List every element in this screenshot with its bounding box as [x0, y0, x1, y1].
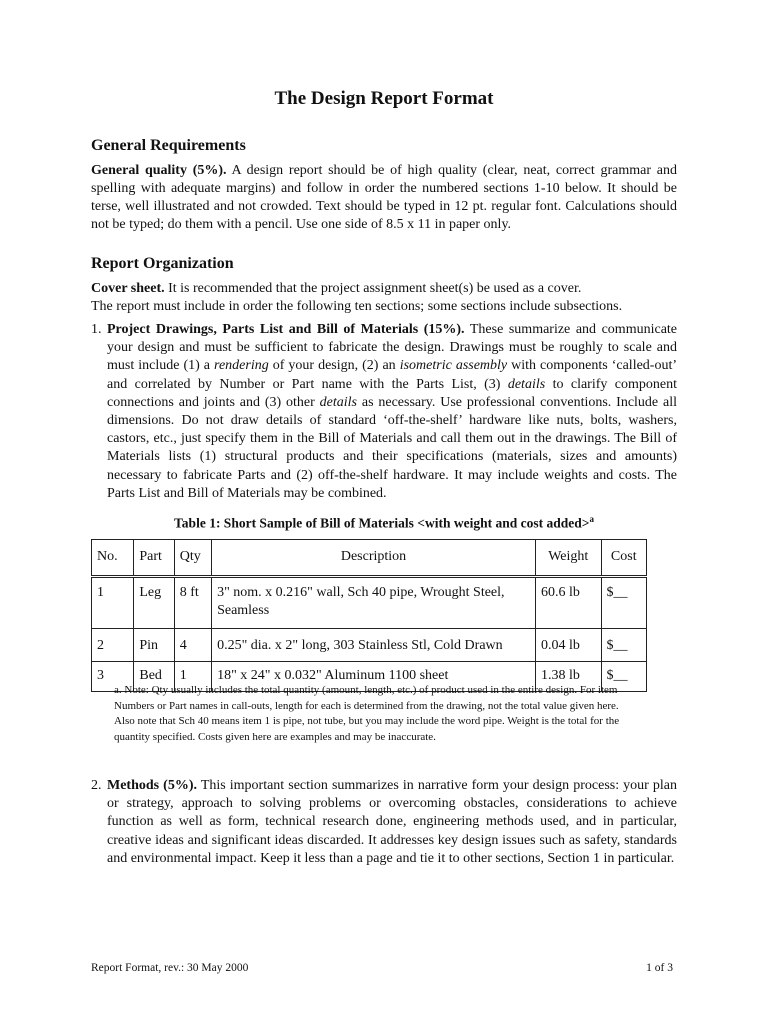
section-1-text: as necessary. Use professional conventions. Include all dimensions. Do not draw details of standard ‘off-the-shelf’ hardware like nuts, bolts, washers, castors, etc., just specify them in the Bill of Materials and call them out in the drawings. The Bill of Materials lists (1) structural products and their specifications (materials, sizes and amounts) necessary to fabricate Parts and (2) off-the-shelf hardware. It may include weights and costs. The Parts List and Bill of Materials may be combined.: [107, 394, 677, 501]
table-cell: 0.25" dia. x 2" long, 303 Stainless Stl, Cold Drawn: [212, 629, 536, 662]
bill-of-materials-table: [91, 539, 647, 692]
general-quality-text: A design report should be of high quality (clear, neat, correct grammar and spelling with adequate margins) and follow in order the numbered sections 1-10 below. It should be terse, well illustrated and not crowded. Text should be typed in 12 pt. regular font. Calculations should not be typed; do them with a pencil. Use one side of 8.5 x 11 in paper only.: [91, 163, 677, 232]
table-cell: 3: [92, 662, 134, 692]
general-quality-paragraph: [91, 162, 677, 234]
section-2-lead: Methods (5%).: [107, 778, 197, 793]
section-2-text: This important section summarizes in narrative form your design process: your plan or strategy, approach to solving problems or overcoming obstacles, considerations to achieve function as well as form, technical research done, engineering methods used, and in particular, creative ideas and significant ideas discarded. It addresses key design issues such as safety, standards and environmental impact. Keep it less than a page and tie it to other sections, Section 1 in particular.: [107, 778, 677, 866]
column-header: Description: [212, 540, 536, 577]
section-2-number: 2.: [91, 778, 102, 793]
cover-sheet-text: It is recommended that the project assignment sheet(s) be used as a cover.: [168, 281, 582, 296]
section-1-text: of your design, (2) an: [272, 358, 396, 374]
table-cell: Leg: [134, 577, 174, 629]
table-cell: 8 ft: [174, 577, 211, 629]
section-1-text: to clarify component connections and joints and (3) other: [107, 376, 677, 410]
section-1-lead: Project Drawings, Parts List and Bill of Materials (15%).: [107, 322, 465, 337]
section-1-em: details: [319, 394, 357, 410]
table-row: [92, 577, 647, 629]
section-1-text: with components ‘called-out’ and correlated by Number or Part name with the Parts List, (3): [107, 358, 678, 392]
section-1-number: 1.: [91, 322, 102, 337]
column-header: Part: [134, 540, 174, 577]
table-row: [92, 629, 647, 662]
general-quality-lead: General quality (5%).: [91, 163, 227, 178]
column-header: Qty: [174, 540, 211, 577]
column-header: No.: [92, 540, 134, 577]
footer-revision: Report Format, rev.: 30 May 2000: [91, 962, 249, 974]
table-cell: 60.6 lb: [535, 577, 601, 629]
table-cell: 1: [92, 577, 134, 629]
report-organization-heading: Report Organization: [91, 255, 234, 272]
table-cell: 1.38 lb: [535, 662, 601, 692]
table-cell: $__: [601, 577, 646, 629]
table-caption: [0, 514, 768, 532]
section-1-item: [91, 321, 677, 503]
organization-intro: The report must include in order the following ten sections; some sections include subsections.: [91, 299, 623, 314]
table-cell: 18" x 24" x 0.032" Aluminum 1100 sheet: [212, 662, 536, 692]
table-header-row: [92, 540, 647, 577]
page-title: The Design Report Format: [274, 88, 494, 109]
table-cell: 0.04 lb: [535, 629, 601, 662]
cover-sheet-paragraph: [91, 280, 677, 316]
column-header: Cost: [601, 540, 646, 577]
section-1-em: details: [507, 376, 546, 392]
table-footnote: a. Note: Qty usually includes the total quantity (amount, length, etc.) of product used in the entire design. For item Numbers or Part names in call-outs, length for each is determined from the drawing, not the total value given here. Also note that Sch 40 means item 1 is pipe, not tube, but you may include the word pipe. Weight is the total for the quantity specified. Costs given here are examples and may be inaccurate.: [114, 684, 620, 743]
table-cell: 3" nom. x 0.216" wall, Sch 40 pipe, Wrought Steel, Seamless: [212, 577, 536, 629]
table-cell: 1: [174, 662, 211, 692]
table-cell: 4: [174, 629, 211, 662]
cover-sheet-lead: Cover sheet.: [91, 281, 165, 296]
table-caption-text: Table 1: Short Sample of Bill of Materials <with weight and cost added>: [174, 515, 590, 531]
table-cell: $__: [601, 662, 646, 692]
section-2-item: [91, 777, 677, 868]
general-requirements-heading: General Requirements: [91, 137, 246, 154]
section-1-text: These summarize and communicate your design and must be sufficient to fabricate the design. Drawings must be roughly to scale and must include (1) a: [107, 322, 678, 374]
table-cell: $__: [601, 629, 646, 662]
table-cell: 2: [92, 629, 134, 662]
section-1-em: isometric assembly: [399, 358, 508, 374]
footer-page-number: 1 of 3: [646, 962, 673, 974]
table-cell: Pin: [134, 629, 174, 662]
section-1-em: rendering: [214, 358, 269, 374]
table-cell: Bed: [134, 662, 174, 692]
table-caption-note-mark: a: [589, 514, 594, 524]
column-header: Weight: [535, 540, 601, 577]
